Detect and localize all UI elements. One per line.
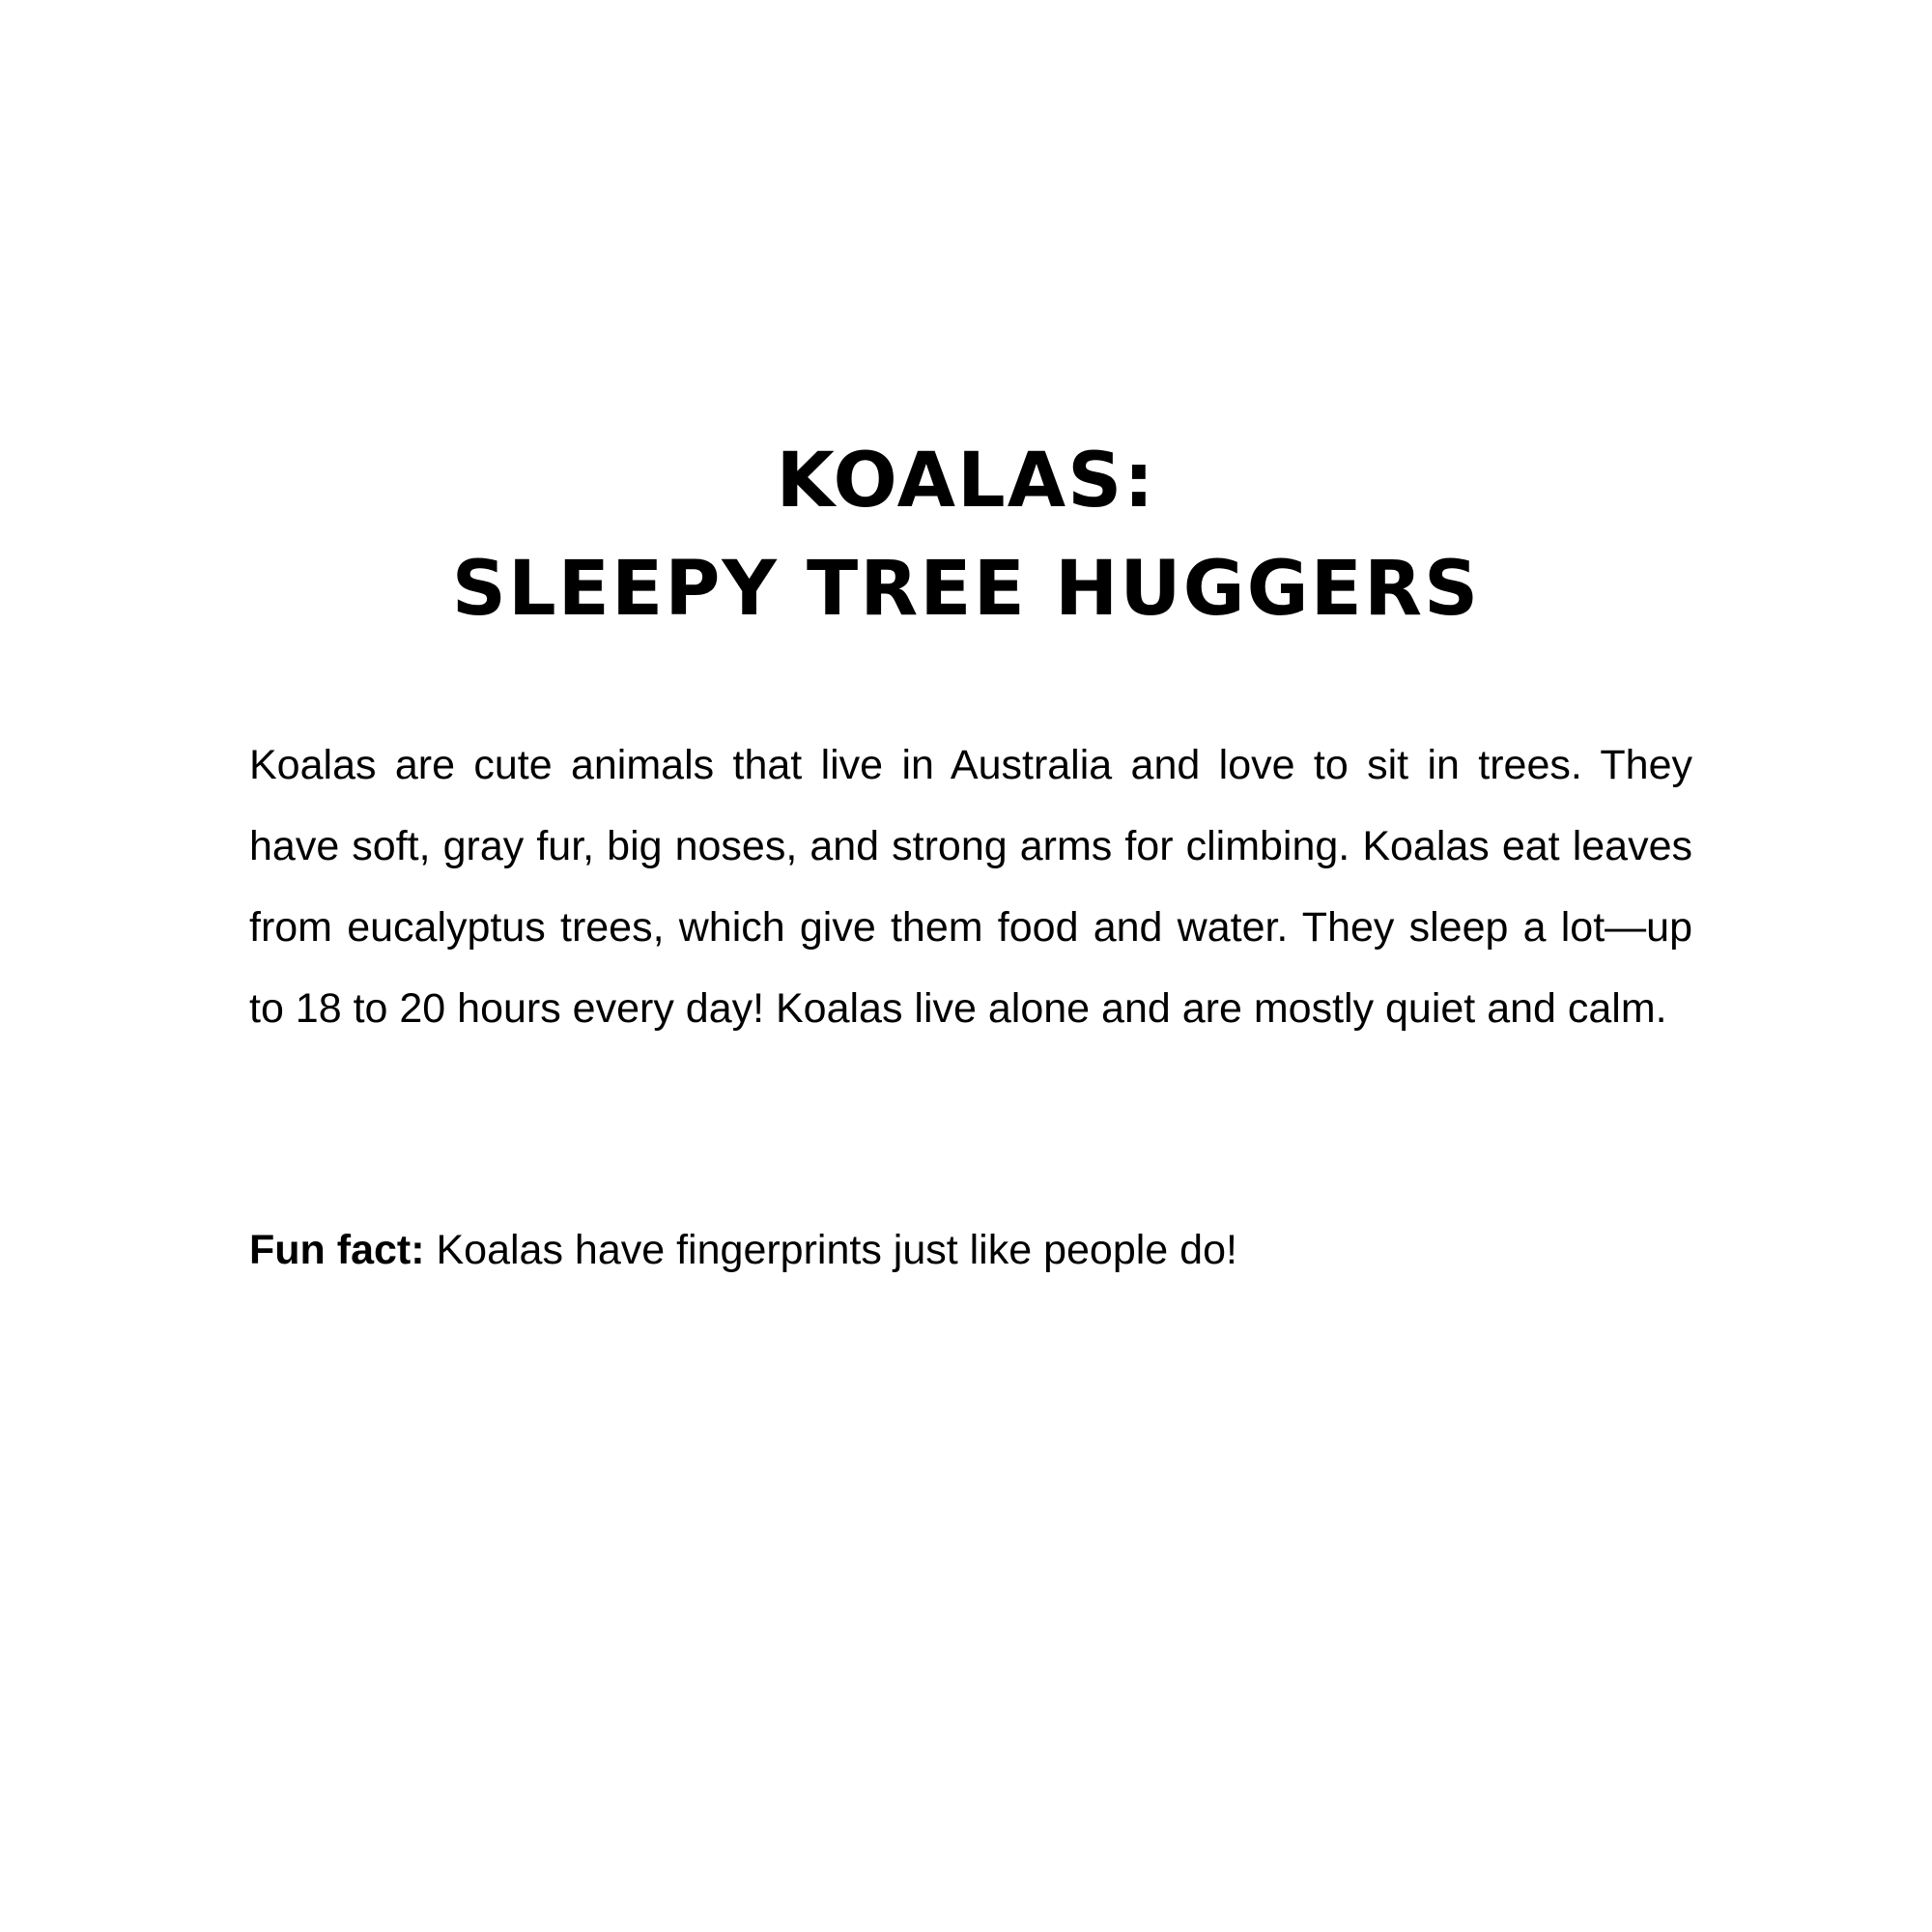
fun-fact xyxy=(249,1209,1692,1291)
fun-fact-text: Koalas have fingerprints just like people do! xyxy=(424,1227,1237,1273)
page-title xyxy=(0,427,1932,643)
title-line-2: SLEEPY TREE HUGGERS xyxy=(451,546,1481,634)
fun-fact-label: Fun fact: xyxy=(249,1227,425,1273)
title-line-1: KOALAS: xyxy=(776,438,1156,526)
body-paragraph: Koalas are cute animals that live in Australia and love to sit in trees. They have soft, gray fur, big noses, and strong arms for climbing. Koalas eat leaves from eucalyptus trees, which give them food and water. They sleep a lot—up to 18 to 20 hours every day! Koalas live alone and are mostly quiet and calm. xyxy=(249,742,1692,1032)
